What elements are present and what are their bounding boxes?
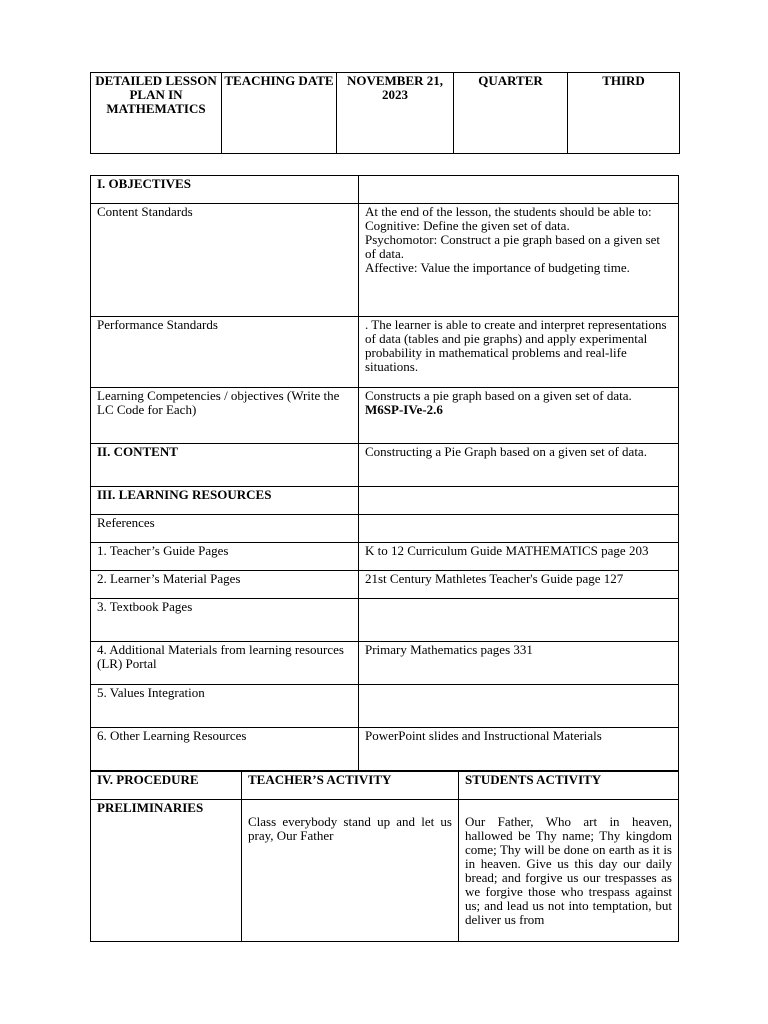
quarter-label: QUARTER bbox=[454, 73, 568, 154]
lc-code: M6SP-IVe-2.6 bbox=[365, 402, 443, 417]
resource-label: 4. Additional Materials from learning resources (LR) Portal bbox=[91, 642, 359, 685]
affective-objective: Affective: Value the importance of budgeting time. bbox=[365, 260, 630, 275]
competencies-value: Constructs a pie graph based on a given set of data. M6SP-IVe-2.6 bbox=[359, 388, 679, 444]
psychomotor-objective: Psychomotor: Construct a pie graph based on a given set of data. bbox=[365, 232, 660, 261]
teaching-date-label: TEACHING DATE bbox=[222, 73, 337, 154]
cognitive-objective: Cognitive: Define the given set of data. bbox=[365, 218, 570, 233]
content-standards-value: At the end of the lesson, the students should be able to: Cognitive: Define the given set of data. Psychomotor: Construct a pie graph based on a given set of data. Affective: Value the importance of budgeting time. bbox=[359, 204, 679, 317]
teacher-activity-header: TEACHER’S ACTIVITY bbox=[242, 772, 459, 800]
resource-value bbox=[359, 599, 679, 642]
resource-value: 21st Century Mathletes Teacher's Guide page 127 bbox=[359, 571, 679, 599]
resource-label: 3. Textbook Pages bbox=[91, 599, 359, 642]
resource-value: PowerPoint slides and Instructional Materials bbox=[359, 728, 679, 771]
competencies-label: Learning Competencies / objectives (Write the LC Code for Each) bbox=[91, 388, 359, 444]
resource-label: 6. Other Learning Resources bbox=[91, 728, 359, 771]
references-label: References bbox=[91, 515, 359, 543]
teaching-date-value: NOVEMBER 21, 2023 bbox=[337, 73, 454, 154]
resource-label: 2. Learner’s Material Pages bbox=[91, 571, 359, 599]
resource-value: K to 12 Curriculum Guide MATHEMATICS page 203 bbox=[359, 543, 679, 571]
objectives-heading: I. OBJECTIVES bbox=[91, 176, 359, 204]
teacher-prayer-text: Class everybody stand up and let us pray, Our Father bbox=[242, 800, 459, 942]
performance-standards-value: . The learner is able to create and interpret representations of data (tables and pie graphs) and apply experimental probability in mathematical problems and real-life situations. bbox=[359, 317, 679, 388]
students-prayer-text: Our Father, Who art in heaven, hallowed be Thy name; Thy kingdom come; Thy will be done on earth as it is in heaven. Give us this day our daily bread; and forgive us our trespasses as we forgive those who trespass against us; and lead us not into temptation, but deliver us from bbox=[459, 800, 679, 942]
quarter-value: THIRD bbox=[568, 73, 680, 154]
resource-value bbox=[359, 685, 679, 728]
resource-label: 1. Teacher’s Guide Pages bbox=[91, 543, 359, 571]
procedure-heading: IV. PROCEDURE bbox=[91, 772, 242, 800]
resource-label: 5. Values Integration bbox=[91, 685, 359, 728]
content-value: Constructing a Pie Graph based on a given set of data. bbox=[359, 444, 679, 487]
procedure-table bbox=[90, 771, 679, 942]
header-table bbox=[90, 72, 680, 154]
content-standards-label: Content Standards bbox=[91, 204, 359, 317]
lesson-plan-title: DETAILED LESSON PLAN IN MATHEMATICS bbox=[91, 73, 222, 154]
learning-resources-heading: III. LEARNING RESOURCES bbox=[91, 487, 359, 515]
content-heading: II. CONTENT bbox=[91, 444, 359, 487]
objectives-table bbox=[90, 175, 679, 771]
students-activity-header: STUDENTS ACTIVITY bbox=[459, 772, 679, 800]
resource-value: Primary Mathematics pages 331 bbox=[359, 642, 679, 685]
performance-standards-label: Performance Standards bbox=[91, 317, 359, 388]
preliminaries-label: PRELIMINARIES bbox=[91, 800, 242, 942]
